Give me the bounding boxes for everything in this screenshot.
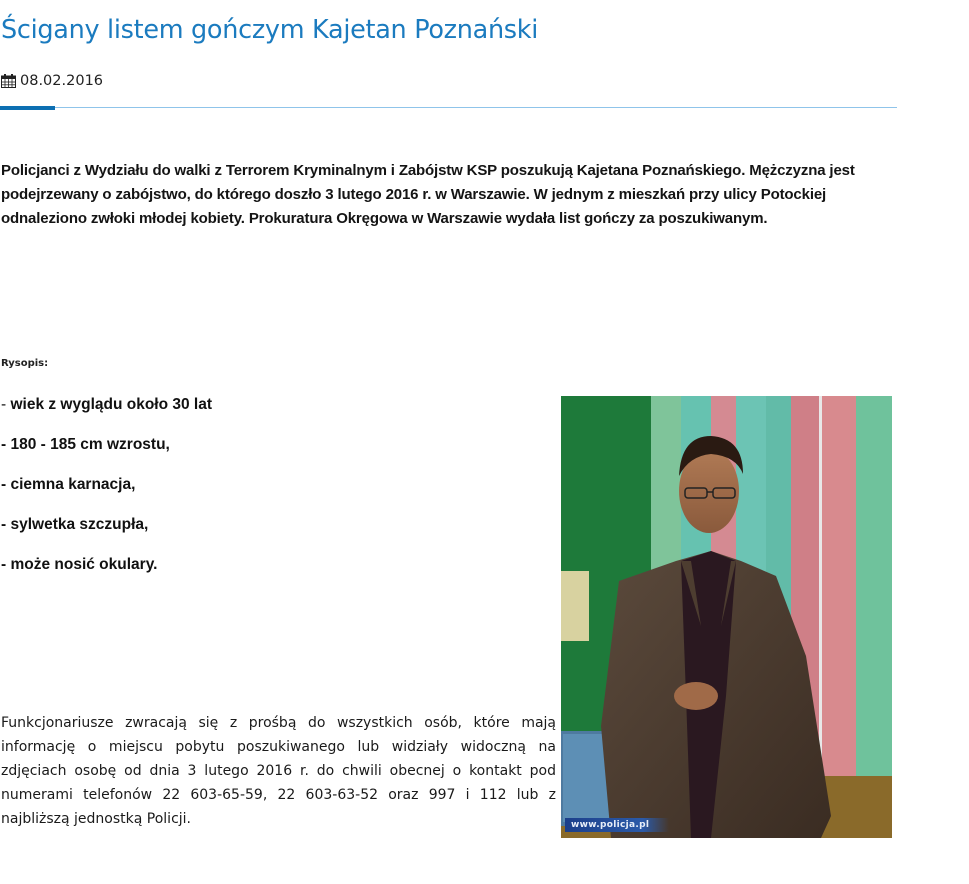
article-lead: Policjanci z Wydziału do walki z Terrorem Kryminalnym i Zabójstw KSP poszukują Kajetana Poznańskiego. Mężczyzna jest podejrzewany o zabójstwo, do którego doszło 3 lutego 2016 r. w Warszawie. W jednym z mieszkań przy ulicy Potockiej odnaleziono zwłoki młodej kobiety. Prokuratura Okręgowa w Warszawie wydała list gończy za poszukiwanym. xyxy=(1,162,855,227)
contact-paragraph: Funkcjonariusze zwracają się z prośbą do wszystkich osób, które mają informację o miejscu pobytu poszukiwanego lub widziały widoczną na zdjęciach osobę od dnia 3 lutego 2016 r. do chwili obecnej o kontakt pod numerami telefonów 22 603-65-59, 22 603-63-52 oraz 997 i 112 lub z najbliższą jednostką Policji. xyxy=(1,715,556,827)
description-item xyxy=(1,393,212,433)
description-item xyxy=(1,553,212,593)
date-text: 08.02.2016 xyxy=(20,73,104,89)
description-label: Rysopis: xyxy=(1,358,49,369)
calendar-icon xyxy=(1,74,16,88)
suspect-photo xyxy=(561,396,892,838)
header-divider xyxy=(0,107,897,108)
description-item-text: może nosić okulary. xyxy=(10,556,158,573)
description-list xyxy=(1,393,212,593)
photo-watermark: www.policja.pl xyxy=(565,818,669,832)
article-date xyxy=(1,73,103,89)
description-item xyxy=(1,433,212,473)
list-dash: - xyxy=(1,556,11,573)
description-item-text: 180 - 185 cm wzrostu, xyxy=(10,436,170,453)
description-item-text: sylwetka szczupła, xyxy=(10,516,149,533)
article-title: Ścigany listem gończym Kajetan Poznański xyxy=(1,15,539,45)
header-divider-accent xyxy=(0,106,55,110)
list-dash: - xyxy=(1,476,11,493)
list-dash: - xyxy=(1,516,11,533)
description-item-text: ciemna karnacja, xyxy=(10,476,136,493)
description-item xyxy=(1,473,212,513)
list-dash: - xyxy=(1,436,11,453)
description-item xyxy=(1,513,212,553)
list-dash: - xyxy=(1,396,11,413)
description-item-text: wiek z wyglądu około 30 lat xyxy=(10,396,213,413)
